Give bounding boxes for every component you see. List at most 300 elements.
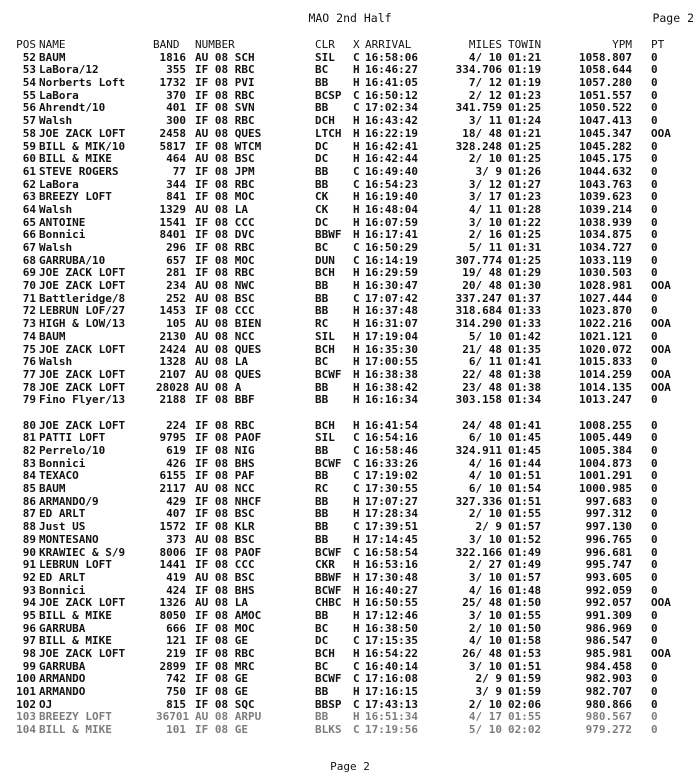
table-row: [14, 63, 700, 76]
cell-arrival: 16:22:19: [365, 126, 418, 140]
cell-miles: 7/ 12: [468, 76, 502, 90]
cell-towin: 01:34: [508, 393, 542, 407]
cell-band: 8050: [159, 608, 186, 622]
cell-pos: 83: [22, 456, 36, 470]
cell-arrival: 16:54:23: [365, 177, 418, 191]
cell-number: IF 08 AMOC: [195, 608, 262, 622]
cell-pos: 52: [22, 50, 36, 64]
cell-ypm: 1034.727: [579, 241, 632, 254]
cell-band: 401: [166, 101, 186, 115]
cell-miles: 3/ 10: [468, 659, 502, 673]
cell-number: IF 08 JPM: [195, 164, 255, 178]
cell-band: 2899: [159, 659, 186, 673]
table-row: [14, 152, 700, 165]
cell-band: 224: [166, 418, 186, 432]
cell-x: C: [353, 88, 360, 102]
cell-pt: OOA: [651, 367, 671, 381]
cell-x: H: [353, 570, 360, 584]
cell-x: H: [353, 558, 360, 572]
cell-band: 36701: [156, 710, 190, 724]
cell-pt: 0: [651, 723, 658, 737]
cell-ypm: 1014.135: [579, 380, 632, 394]
cell-band: 219: [166, 647, 186, 660]
cell-x: C: [353, 177, 360, 191]
cell-ypm: 1058.807: [579, 50, 632, 64]
cell-clr: BB: [315, 304, 329, 318]
cell-arrival: 17:19:02: [365, 469, 418, 483]
cell-arrival: 16:58:06: [365, 50, 418, 64]
cell-pt: 0: [651, 164, 658, 178]
cell-band: 121: [166, 634, 186, 648]
cell-x: H: [353, 532, 360, 546]
cell-miles: 6/ 10: [468, 431, 502, 445]
cell-ypm: 1013.247: [579, 393, 632, 407]
cell-number: AU 08 NCC: [195, 482, 255, 496]
cell-number: IF 08 GE: [195, 634, 248, 648]
cell-clr: RC: [315, 482, 329, 496]
cell-pt: OOA: [651, 342, 671, 356]
cell-arrival: 16:14:19: [365, 253, 418, 267]
cell-towin: 01:41: [508, 418, 542, 432]
cell-number: IF 08 RBC: [195, 63, 255, 77]
cell-clr: BBSP: [315, 697, 342, 711]
cell-x: C: [353, 291, 360, 305]
table-row: [14, 482, 700, 495]
cell-arrival: 16:38:42: [365, 380, 418, 394]
table-row: [14, 368, 700, 381]
cell-band: 8401: [159, 228, 186, 242]
cell-arrival: 17:14:45: [365, 532, 418, 546]
cell-clr: BB: [315, 507, 329, 521]
cell-pos: 102: [16, 697, 36, 711]
cell-miles: 4/ 16: [468, 456, 502, 470]
cell-name: LaBora/12: [39, 63, 99, 77]
cell-pos: 91: [22, 558, 36, 572]
cell-x: H: [353, 228, 360, 242]
cell-ypm: 1004.873: [579, 456, 632, 470]
cell-band: 370: [166, 88, 186, 102]
cell-miles: 20/ 48: [462, 279, 502, 293]
cell-pos: 73: [22, 317, 36, 331]
cell-clr: BB: [315, 76, 329, 90]
cell-clr: BC: [315, 621, 329, 635]
cell-name: JOE ZACK LOFT: [39, 380, 126, 394]
cell-band: 1326: [159, 596, 186, 610]
cell-towin: 01:51: [508, 494, 542, 508]
cell-clr: BC: [315, 63, 329, 77]
cell-towin: 01:26: [508, 164, 542, 178]
cell-ypm: 1057.280: [579, 76, 632, 90]
cell-ypm: 996.765: [585, 532, 632, 546]
cell-band: 1453: [159, 304, 186, 318]
cell-towin: 01:59: [508, 685, 542, 699]
cell-towin: 01:53: [508, 647, 542, 660]
cell-x: C: [353, 520, 360, 534]
header-ypm: YPM: [612, 38, 632, 51]
cell-band: 296: [166, 241, 186, 254]
page-number-label: Page 2: [652, 11, 694, 25]
cell-name: JOE ZACK LOFT: [39, 266, 126, 280]
table-row: [14, 723, 700, 736]
cell-ypm: 1028.981: [579, 279, 632, 293]
cell-pt: 0: [651, 545, 658, 559]
cell-miles: 341.759: [455, 101, 502, 115]
table-row: [14, 355, 700, 368]
cell-towin: 01:25: [508, 253, 542, 267]
cell-pos: 66: [22, 228, 36, 242]
cell-towin: 01:50: [508, 621, 542, 635]
cell-band: 2117: [159, 482, 186, 496]
cell-pt: 0: [651, 253, 658, 267]
cell-pos: 53: [22, 63, 36, 77]
cell-pt: 0: [651, 291, 658, 305]
cell-clr: SIL: [315, 431, 335, 445]
cell-number: IF 08 MOC: [195, 621, 255, 635]
cell-x: H: [353, 190, 360, 204]
cell-name: JOE ZACK LOFT: [39, 126, 126, 140]
cell-x: H: [353, 279, 360, 293]
cell-x: H: [353, 380, 360, 394]
cell-arrival: 17:07:27: [365, 494, 418, 508]
cell-arrival: 16:58:46: [365, 444, 418, 457]
cell-name: Walsh: [39, 202, 73, 216]
cell-number: IF 08 CCC: [195, 215, 255, 229]
cell-towin: 01:51: [508, 469, 542, 483]
cell-miles: 3/ 10: [468, 570, 502, 584]
cell-ypm: 1022.216: [579, 317, 632, 331]
cell-number: AU 08 BIEN: [195, 317, 262, 331]
cell-clr: BBWF: [315, 228, 342, 242]
cell-towin: 01:52: [508, 532, 542, 546]
cell-pos: 64: [22, 202, 36, 216]
rows-top-section: [14, 51, 700, 406]
cell-arrival: 16:42:41: [365, 139, 418, 153]
cell-band: 1572: [159, 520, 186, 534]
cell-number: IF 08 RBC: [195, 418, 255, 432]
cell-number: IF 08 GE: [195, 685, 248, 699]
cell-pt: OOA: [651, 380, 671, 394]
cell-pt: 0: [651, 532, 658, 546]
cell-towin: 01:54: [508, 482, 542, 496]
table-row: [14, 76, 700, 89]
cell-miles: 327.336: [455, 494, 502, 508]
cell-arrival: 17:16:15: [365, 685, 418, 699]
cell-pt: 0: [651, 558, 658, 572]
cell-pt: 0: [651, 304, 658, 318]
cell-miles: 4/ 10: [468, 469, 502, 483]
cell-ypm: 996.681: [585, 545, 632, 559]
cell-clr: BB: [315, 291, 329, 305]
cell-pt: 0: [651, 659, 658, 673]
cell-pt: 0: [651, 431, 658, 445]
cell-pt: 0: [651, 177, 658, 191]
cell-band: 8006: [159, 545, 186, 559]
cell-pt: 0: [651, 456, 658, 470]
table-row: [14, 304, 700, 317]
table-row: [14, 292, 700, 305]
cell-pos: 96: [22, 621, 36, 635]
table-row: [14, 431, 700, 444]
cell-ypm: 1033.119: [579, 253, 632, 267]
cell-ypm: 1000.985: [579, 482, 632, 496]
cell-x: C: [353, 469, 360, 483]
cell-pt: 0: [651, 50, 658, 64]
table-row: [14, 127, 700, 140]
results-table: [14, 38, 700, 736]
cell-pt: OOA: [651, 279, 671, 293]
cell-pos: 67: [22, 241, 36, 254]
cell-arrival: 16:07:59: [365, 215, 418, 229]
table-row: [14, 495, 700, 508]
cell-miles: 2/ 10: [468, 621, 502, 635]
cell-clr: BB: [315, 710, 329, 724]
table-row: [14, 89, 700, 102]
cell-pt: 0: [651, 583, 658, 597]
cell-pos: 78: [22, 380, 36, 394]
cell-miles: 2/ 10: [468, 152, 502, 166]
cell-number: AU 08 QUES: [195, 342, 262, 356]
cell-band: 252: [166, 291, 186, 305]
cell-arrival: 16:48:04: [365, 202, 418, 216]
cell-towin: 01:45: [508, 444, 542, 457]
cell-arrival: 16:40:27: [365, 583, 418, 597]
cell-towin: 01:33: [508, 304, 542, 318]
cell-miles: 307.774: [455, 253, 502, 267]
cell-pt: 0: [651, 355, 658, 369]
cell-name: Fino Flyer/13: [39, 393, 126, 407]
cell-towin: 01:29: [508, 266, 542, 280]
cell-pos: 104: [16, 723, 36, 737]
header-arrival: ARRIVAL: [365, 38, 412, 51]
cell-miles: 3/ 10: [468, 532, 502, 546]
cell-name: ANTOINE: [39, 215, 86, 229]
cell-number: IF 08 CCC: [195, 558, 255, 572]
cell-name: Bonnici: [39, 456, 86, 470]
cell-miles: 4/ 16: [468, 583, 502, 597]
cell-towin: 01:35: [508, 342, 542, 356]
header-name: NAME: [39, 38, 66, 51]
cell-arrival: 17:12:46: [365, 608, 418, 622]
cell-towin: 02:02: [508, 723, 542, 737]
cell-x: H: [353, 317, 360, 331]
cell-name: BILL & MIKE: [39, 608, 112, 622]
cell-band: 105: [166, 317, 186, 331]
table-row: [14, 254, 700, 267]
cell-band: 77: [172, 164, 186, 178]
cell-miles: 3/ 10: [468, 608, 502, 622]
cell-clr: CKR: [315, 558, 335, 572]
cell-arrival: 16:53:16: [365, 558, 418, 572]
table-row: [14, 469, 700, 482]
cell-name: JOE ZACK LOFT: [39, 367, 126, 381]
cell-arrival: 17:30:48: [365, 570, 418, 584]
cell-miles: 337.247: [455, 291, 502, 305]
table-row: [14, 317, 700, 330]
cell-pos: 86: [22, 494, 36, 508]
cell-ypm: 1005.384: [579, 444, 632, 457]
cell-miles: 3/ 12: [468, 177, 502, 191]
table-row: [14, 216, 700, 229]
cell-pos: 55: [22, 88, 36, 102]
cell-number: AU 08 BSC: [195, 532, 255, 546]
cell-band: 344: [166, 177, 186, 191]
cell-pt: OOA: [651, 596, 671, 610]
cell-pt: 0: [651, 672, 658, 686]
table-row: [14, 165, 700, 178]
cell-number: IF 08 PAF: [195, 469, 255, 483]
table-row: [14, 647, 700, 660]
cell-pos: 88: [22, 520, 36, 534]
cell-clr: BCSP: [315, 88, 342, 102]
cell-name: Walsh: [39, 355, 73, 369]
table-header-row: [14, 38, 700, 51]
cell-band: 666: [166, 621, 186, 635]
cell-name: Walsh: [39, 114, 73, 128]
cell-ypm: 982.903: [585, 672, 632, 686]
cell-miles: 22/ 48: [462, 367, 502, 381]
cell-ypm: 1034.875: [579, 228, 632, 242]
cell-arrival: 16:41:54: [365, 418, 418, 432]
cell-ypm: 1045.347: [579, 126, 632, 140]
cell-band: 1441: [159, 558, 186, 572]
cell-band: 426: [166, 456, 186, 470]
cell-miles: 318.684: [455, 304, 502, 318]
cell-band: 6155: [159, 469, 186, 483]
cell-arrival: 16:31:07: [365, 317, 418, 331]
cell-band: 355: [166, 63, 186, 77]
cell-name: PATTI LOFT: [39, 431, 106, 445]
cell-pos: 60: [22, 152, 36, 166]
cell-arrival: 16:30:47: [365, 279, 418, 293]
header-number: NUMBER: [195, 38, 235, 51]
cell-x: H: [353, 494, 360, 508]
cell-pt: 0: [651, 202, 658, 216]
cell-ypm: 986.969: [585, 621, 632, 635]
cell-name: BILL & MIK/10: [39, 139, 126, 153]
cell-number: AU 08 QUES: [195, 367, 262, 381]
table-row: [14, 584, 700, 597]
cell-arrival: 16:16:34: [365, 393, 418, 407]
cell-pos: 98: [22, 647, 36, 660]
cell-pt: 0: [651, 241, 658, 254]
cell-clr: DC: [315, 634, 329, 648]
cell-ypm: 1020.072: [579, 342, 632, 356]
table-row: [14, 520, 700, 533]
table-row: [14, 710, 700, 723]
cell-band: 619: [166, 444, 186, 457]
cell-miles: 2/ 12: [468, 88, 502, 102]
cell-x: C: [353, 101, 360, 115]
table-row: [14, 114, 700, 127]
cell-band: 1732: [159, 76, 186, 90]
table-row: [14, 178, 700, 191]
cell-arrival: 17:19:04: [365, 329, 418, 343]
cell-towin: 01:55: [508, 507, 542, 521]
cell-number: IF 08 BSC: [195, 507, 255, 521]
cell-clr: BC: [315, 659, 329, 673]
cell-name: Norberts Loft: [39, 76, 126, 90]
cell-towin: 01:50: [508, 596, 542, 610]
cell-number: IF 08 PVI: [195, 76, 255, 90]
cell-arrival: 16:54:22: [365, 647, 418, 660]
cell-towin: 01:38: [508, 380, 542, 394]
cell-clr: CHBC: [315, 596, 342, 610]
cell-ypm: 1014.259: [579, 367, 632, 381]
cell-number: IF 08 RBC: [195, 114, 255, 128]
cell-pt: 0: [651, 88, 658, 102]
cell-miles: 21/ 48: [462, 342, 502, 356]
cell-clr: BB: [315, 444, 329, 457]
cell-ypm: 985.981: [585, 647, 632, 660]
table-row: [14, 507, 700, 520]
cell-pt: 0: [651, 101, 658, 115]
cell-number: IF 08 RBC: [195, 266, 255, 280]
cell-name: KRAWIEC & S/9: [39, 545, 126, 559]
cell-miles: 4/ 10: [468, 50, 502, 64]
cell-miles: 3/ 10: [468, 215, 502, 229]
cell-number: IF 08 RBC: [195, 177, 255, 191]
cell-pt: OOA: [651, 317, 671, 331]
cell-band: 5817: [159, 139, 186, 153]
cell-ypm: 1021.121: [579, 329, 632, 343]
cell-x: H: [353, 608, 360, 622]
cell-band: 2130: [159, 329, 186, 343]
cell-name: Battleridge/8: [39, 291, 126, 305]
cell-miles: 19/ 48: [462, 266, 502, 280]
cell-towin: 01:38: [508, 367, 542, 381]
cell-name: BREEZY LOFT: [39, 190, 112, 204]
cell-arrival: 17:15:35: [365, 634, 418, 648]
cell-clr: CK: [315, 202, 329, 216]
cell-number: IF 08 PAOF: [195, 431, 262, 445]
cell-miles: 314.290: [455, 317, 502, 331]
cell-name: OJ: [39, 697, 53, 711]
cell-x: C: [353, 164, 360, 178]
cell-pos: 80: [22, 418, 36, 432]
cell-band: 1816: [159, 50, 186, 64]
header-pos: POS: [16, 38, 36, 51]
cell-number: IF 08 RBC: [195, 88, 255, 102]
cell-towin: 01:22: [508, 215, 542, 229]
cell-arrival: 17:43:13: [365, 697, 418, 711]
cell-name: ARMANDO: [39, 672, 86, 686]
cell-x: H: [353, 215, 360, 229]
cell-arrival: 16:29:59: [365, 266, 418, 280]
table-row: [14, 571, 700, 584]
cell-clr: BBWF: [315, 570, 342, 584]
cell-x: H: [353, 355, 360, 369]
cell-ypm: 1043.763: [579, 177, 632, 191]
table-row: [14, 596, 700, 609]
table-row: [14, 343, 700, 356]
cell-towin: 01:55: [508, 710, 542, 724]
cell-arrival: 16:54:16: [365, 431, 418, 445]
cell-pt: 0: [651, 697, 658, 711]
cell-ypm: 980.567: [585, 710, 632, 724]
cell-pt: 0: [651, 114, 658, 128]
cell-ypm: 1023.870: [579, 304, 632, 318]
cell-band: 815: [166, 697, 186, 711]
cell-name: ARMANDO: [39, 685, 86, 699]
cell-pos: 90: [22, 545, 36, 559]
cell-pos: 59: [22, 139, 36, 153]
cell-band: 1541: [159, 215, 186, 229]
cell-number: AU 08 SCH: [195, 50, 255, 64]
cell-number: AU 08 LA: [195, 596, 248, 610]
cell-pos: 79: [22, 393, 36, 407]
cell-clr: BC: [315, 355, 329, 369]
cell-band: 750: [166, 685, 186, 699]
